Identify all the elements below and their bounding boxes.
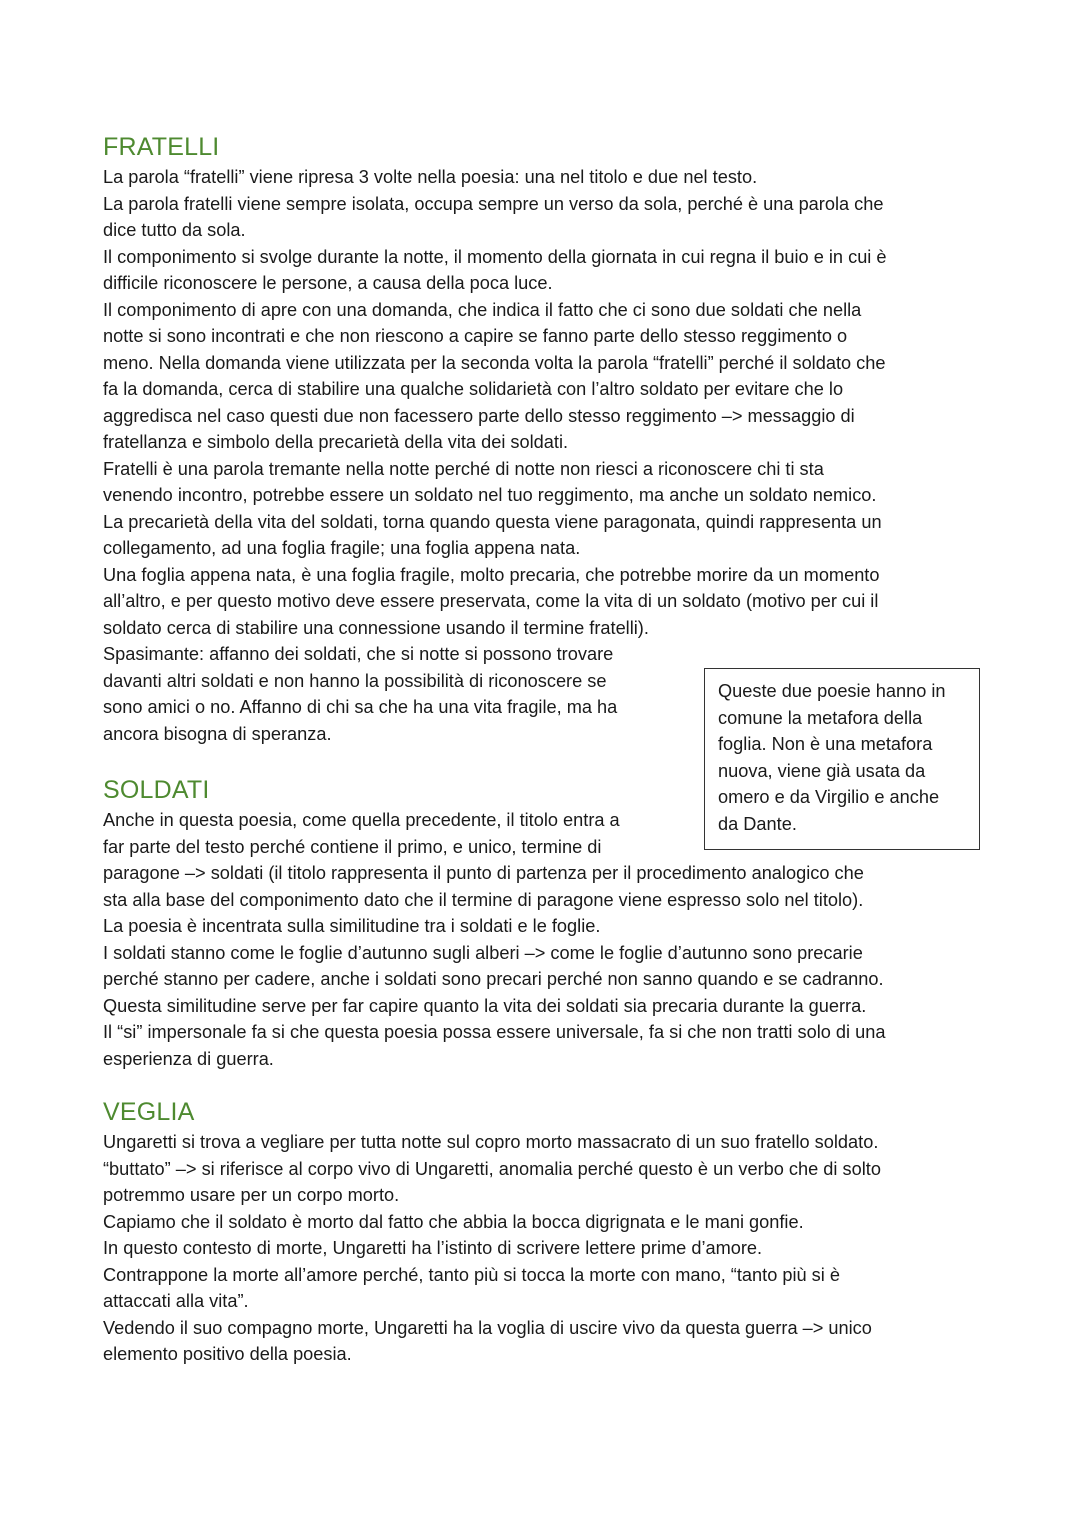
text-line: Vedendo il suo compagno morte, Ungaretti ha la voglia di uscire vivo da questa guerra –> unico: [103, 1317, 872, 1338]
text-line: fa la domanda, cerca di stabilire una qualche solidarietà con l’altro soldato per evitare che lo: [103, 379, 844, 399]
text-line: collegamento, ad una foglia fragile; una foglia appena nata.: [103, 538, 581, 558]
text-line: Anche in questa poesia, come quella precedente, il titolo entra a: [103, 810, 620, 830]
section-title: SOLDATI: [103, 776, 210, 804]
text-line: “buttato” –> si riferisce al corpo vivo di Ungaretti, anomalia perché questo è un verbo che di solto: [103, 1158, 881, 1179]
text-line: Ungaretti si trova a vegliare per tutta notte sul copro morto massacrato di un suo fratello soldato.: [103, 1132, 879, 1152]
text-line: dice tutto da sola.: [103, 220, 246, 240]
section-fratelli: [103, 132, 887, 747]
text-line: all’altro, e per questo motivo deve essere preservata, come la vita di un soldato (motivo per cui il: [103, 591, 879, 611]
note-line: nuova, viene già usata da: [718, 760, 926, 781]
text-line: ancora bisogna di speranza.: [103, 723, 332, 744]
text-line: potremmo usare per un corpo morto.: [103, 1185, 400, 1205]
text-line: sta alla base del componimento dato che il termine di paragone viene espresso solo nel titolo).: [103, 889, 864, 910]
text-line: Capiamo che il soldato è morto dal fatto che abbia la bocca digrignata e le mani gonfie.: [103, 1211, 804, 1232]
text-line: far parte del testo perché contiene il primo, e unico, termine di: [103, 836, 602, 857]
section-title: FRATELLI: [103, 133, 220, 161]
text-line: La parola “fratelli” viene ripresa 3 volte nella poesia: una nel titolo e due nel testo.: [103, 167, 758, 187]
text-line: I soldati stanno come le foglie d’autunno sugli alberi –> come le foglie d’autunno sono precarie: [103, 942, 863, 963]
text-line: La parola fratelli viene sempre isolata, occupa sempre un verso da sola, perché è una parola che: [103, 193, 884, 214]
note-line: da Dante.: [718, 813, 797, 834]
text-line: venendo incontro, potrebbe essere un soldato nel tuo reggimento, ma anche un soldato nemico.: [103, 485, 877, 505]
text-line: sono amici o no. Affanno di chi sa che ha una vita fragile, ma ha: [103, 697, 618, 717]
text-line: Spasimante: affanno dei soldati, che si notte si possono trovare: [103, 644, 614, 664]
text-line: La precarietà della vita del soldati, torna quando questa viene paragonata, quindi rappresenta un: [103, 511, 882, 532]
text-line: fratellanza e simbolo della precarietà della vita dei soldati.: [103, 432, 569, 452]
text-line: La poesia è incentrata sulla similitudine tra i soldati e le foglie.: [103, 916, 601, 936]
note-line: foglia. Non è una metafora: [718, 734, 933, 754]
note-line: omero e da Virgilio e anche: [718, 787, 940, 807]
section-veglia: [103, 1097, 881, 1368]
text-line: difficile riconoscere le persone, a causa della poca luce.: [103, 273, 553, 293]
text-line: Il componimento di apre con una domanda, che indica il fatto che ci sono due soldati che nella: [103, 299, 862, 320]
note-line: Queste due poesie hanno in: [718, 681, 946, 701]
text-line: aggredisca nel caso questi due non facessero parte dello stesso reggimento –> messaggio di: [103, 405, 855, 426]
text-line: Questa similitudine serve per far capire quanto la vita dei soldati sia precaria durante la guerra.: [103, 995, 867, 1016]
text-line: In questo contesto di morte, Ungaretti ha l’istinto di scrivere lettere prime d’amore.: [103, 1238, 763, 1258]
text-line: meno. Nella domanda viene utilizzata per la seconda volta la parola “fratelli” perché il soldato che: [103, 352, 886, 373]
text-line: soldato cerca di stabilire una connessione usando il termine fratelli).: [103, 617, 649, 638]
text-line: Il “si” impersonale fa si che questa poesia possa essere universale, fa si che non tratti solo di una: [103, 1022, 886, 1042]
text-line: davanti altri soldati e non hanno la possibilità di riconoscere se: [103, 670, 607, 691]
text-line: Fratelli è una parola tremante nella notte perché di notte non riesci a riconoscere chi ti sta: [103, 458, 824, 479]
text-line: notte si sono incontrati e che non riescono a capire se fanno parte dello stesso reggimento o: [103, 326, 848, 346]
text-line: elemento positivo della poesia.: [103, 1344, 352, 1364]
text-line: paragone –> soldati (il titolo rappresenta il punto di partenza per il procedimento analogico che: [103, 863, 864, 883]
note-line: comune la metafora della: [718, 707, 923, 728]
section-title: VEGLIA: [103, 1098, 195, 1126]
text-line: perché stanno per cadere, anche i soldati sono precari perché non sanno quando e se cadranno.: [103, 969, 884, 989]
text-line: Una foglia appena nata, è una foglia fragile, molto precaria, che potrebbe morire da un momento: [103, 564, 880, 585]
text-line: Il componimento si svolge durante la notte, il momento della giornata in cui regna il buio e in cui è: [103, 246, 887, 267]
text-line: attaccati alla vita”.: [103, 1291, 249, 1311]
side-note-box: [704, 668, 980, 850]
text-line: esperienza di guerra.: [103, 1048, 274, 1069]
text-line: Contrappone la morte all’amore perché, tanto più si tocca la morte con mano, “tanto più si è: [103, 1264, 840, 1285]
